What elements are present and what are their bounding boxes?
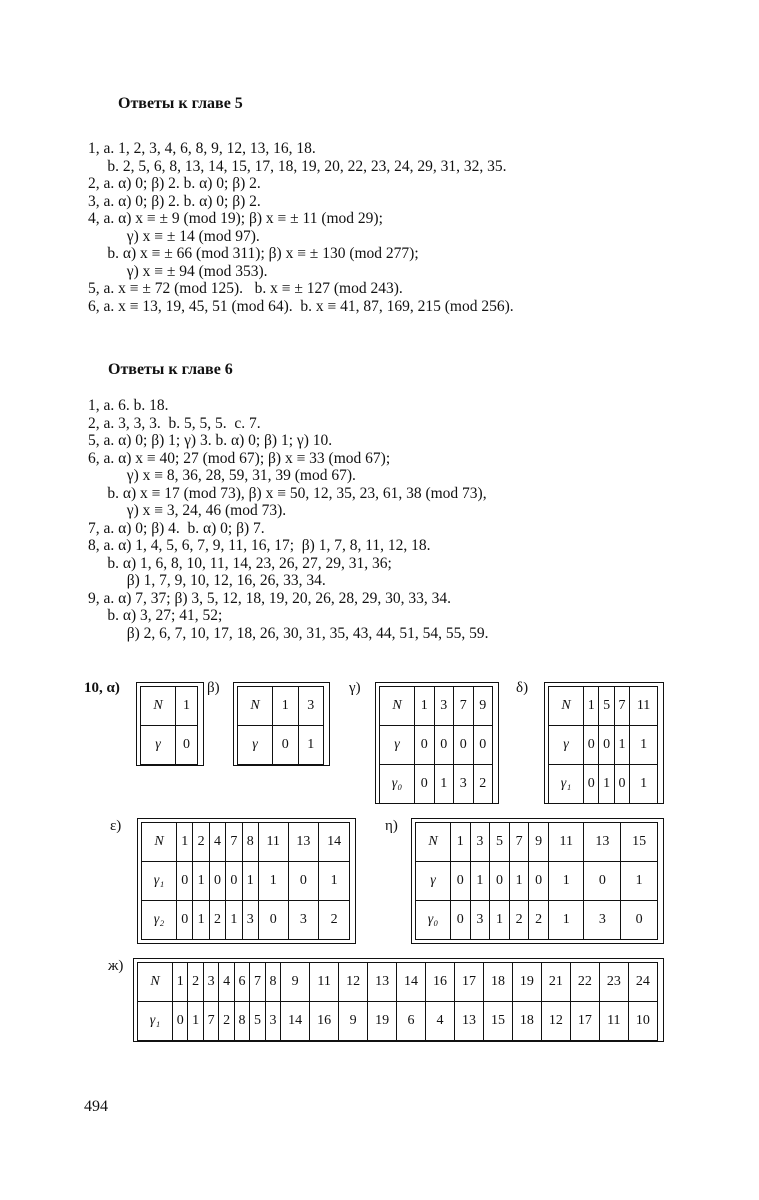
table-eta xyxy=(415,822,658,940)
table-cell: 6 xyxy=(397,1002,426,1041)
table-cell: 0 xyxy=(273,726,299,765)
table-cell: 2 xyxy=(193,823,209,862)
table-cell: 12 xyxy=(339,963,368,1002)
table-cell: 21 xyxy=(541,963,570,1002)
row-header-cell: N xyxy=(141,687,176,726)
table-cell: 1 xyxy=(176,687,198,726)
page-number: 494 xyxy=(84,1098,108,1115)
row-header-cell: γ xyxy=(238,726,273,765)
table-alpha xyxy=(140,686,198,765)
answer-line: 1, a. 6. b. 18. xyxy=(88,397,169,414)
table-cell: 1 xyxy=(319,862,350,901)
row-header-cell: γ₁ xyxy=(549,765,584,804)
table-cell: 0 xyxy=(584,862,621,901)
table-cell: 5 xyxy=(599,687,614,726)
table-epsilon xyxy=(141,822,350,940)
label-delta: δ) xyxy=(516,680,529,696)
answer-line: 8, a. α) 1, 4, 5, 6, 7, 9, 11, 16, 17; β) 1, 7, 8, 11, 12, 18. xyxy=(88,537,431,554)
table-cell: 2 xyxy=(219,1002,234,1041)
table-cell: 0 xyxy=(490,862,510,901)
row-header-cell: γ₀ xyxy=(380,765,415,804)
table-cell: 8 xyxy=(242,823,258,862)
table-cell: 0 xyxy=(209,862,225,901)
table-cell: 0 xyxy=(177,862,193,901)
table-cell: 2 xyxy=(529,901,549,940)
table-cell: 4 xyxy=(219,963,234,1002)
table-cell: 1 xyxy=(548,862,583,901)
table-cell: 1 xyxy=(630,765,658,804)
table-cell: 1 xyxy=(630,726,658,765)
answer-line: 2, a. α) 0; β) 2. b. α) 0; β) 2. xyxy=(88,175,261,192)
answer-line: γ) x ≡ 8, 36, 28, 59, 31, 39 (mod 67). xyxy=(88,467,356,484)
label-zhe: ж) xyxy=(108,958,124,974)
table-cell: 13 xyxy=(454,1002,483,1041)
table-cell: 0 xyxy=(176,726,198,765)
table-cell: 1 xyxy=(621,862,658,901)
answer-line: 4, a. α) x ≡ ± 9 (mod 19); β) x ≡ ± 11 (mod 29); xyxy=(88,210,383,227)
table-cell: 0 xyxy=(614,765,629,804)
answer-line: 6, a. x ≡ 13, 19, 45, 51 (mod 64). b. x ≡ 41, 87, 169, 215 (mod 256). xyxy=(88,297,514,315)
answer-line: γ) x ≡ ± 14 (mod 97). xyxy=(88,227,260,245)
table-cell: 0 xyxy=(288,862,319,901)
label-eta: η) xyxy=(385,818,398,834)
table-cell: 1 xyxy=(258,862,288,901)
table-cell: 0 xyxy=(415,726,435,765)
table-cell: 1 xyxy=(490,901,510,940)
table-cell: 24 xyxy=(628,963,657,1002)
table-cell: 1 xyxy=(548,901,583,940)
table-cell: 16 xyxy=(426,963,455,1002)
table-cell: 0 xyxy=(415,765,435,804)
table-cell: 11 xyxy=(630,687,658,726)
table-cell: 1 xyxy=(509,862,529,901)
table-cell: 3 xyxy=(470,901,490,940)
answer-line: γ) x ≡ ± 94 (mod 353). xyxy=(88,262,268,280)
table-cell: 1 xyxy=(415,687,435,726)
table-cell: 1 xyxy=(470,862,490,901)
answer-line: 1, a. 1, 2, 3, 4, 6, 8, 9, 12, 13, 16, 18. xyxy=(88,140,316,157)
row-header-cell: N xyxy=(416,823,451,862)
table-cell: 9 xyxy=(281,963,310,1002)
table-cell: 14 xyxy=(319,823,350,862)
table-cell: 22 xyxy=(570,963,599,1002)
table-cell: 3 xyxy=(454,765,474,804)
table-cell: 3 xyxy=(265,1002,280,1041)
table-cell: 5 xyxy=(250,1002,265,1041)
table-cell: 10 xyxy=(628,1002,657,1041)
table-cell: 1 xyxy=(193,862,209,901)
answer-line: 6, a. α) x ≡ 40; 27 (mod 67); β) x ≡ 33 (mod 67); xyxy=(88,449,391,467)
table-cell: 2 xyxy=(188,963,203,1002)
row-header-cell: γ₁ xyxy=(138,1002,173,1041)
answer-line: β) 2, 6, 7, 10, 17, 18, 26, 30, 31, 35, 43, 44, 51, 54, 55, 59. xyxy=(88,624,489,642)
row-header-cell: γ₁ xyxy=(142,862,177,901)
table-cell: 5 xyxy=(490,823,510,862)
answer-line: 9, a. α) 7, 37; β) 3, 5, 12, 18, 19, 20, 26, 28, 29, 30, 33, 34. xyxy=(88,589,452,607)
table-cell: 1 xyxy=(584,687,599,726)
answer-line: 5, a. α) 0; β) 1; γ) 3. b. α) 0; β) 1; γ) 10. xyxy=(88,432,333,449)
table-cell: 8 xyxy=(265,963,280,1002)
table-beta xyxy=(237,686,324,765)
table-cell: 0 xyxy=(258,901,288,940)
label-beta: β) xyxy=(207,680,220,696)
table-cell: 7 xyxy=(203,1002,218,1041)
table-cell: 0 xyxy=(584,765,599,804)
table-cell: 11 xyxy=(258,823,288,862)
table-cell: 2 xyxy=(209,901,225,940)
label-10-alpha: 10, α) xyxy=(84,680,120,696)
chapter-6-heading: Ответы к главе 6 xyxy=(108,361,233,378)
table-cell: 17 xyxy=(570,1002,599,1041)
answer-line: 7, a. α) 0; β) 4. b. α) 0; β) 7. xyxy=(88,519,265,537)
answer-line: β) 1, 7, 9, 10, 12, 16, 26, 33, 34. xyxy=(88,572,326,589)
table-cell: 7 xyxy=(250,963,265,1002)
table-cell: 15 xyxy=(483,1002,512,1041)
table-cell: 13 xyxy=(368,963,397,1002)
table-cell: 3 xyxy=(434,687,454,726)
label-epsilon: ε) xyxy=(110,818,122,834)
table-cell: 14 xyxy=(397,963,426,1002)
table-cell: 0 xyxy=(451,862,471,901)
table-cell: 3 xyxy=(203,963,218,1002)
table-cell: 0 xyxy=(177,901,193,940)
table-cell: 7 xyxy=(226,823,242,862)
row-header-cell: N xyxy=(138,963,173,1002)
row-header-cell: γ xyxy=(141,726,176,765)
table-cell: 0 xyxy=(226,862,242,901)
table-cell: 1 xyxy=(188,1002,203,1041)
table-cell: 13 xyxy=(584,823,621,862)
answer-line: 5, a. x ≡ ± 72 (mod 125). b. x ≡ ± 127 (mod 243). xyxy=(88,280,403,297)
row-header-cell: γ xyxy=(416,862,451,901)
row-header-cell: N xyxy=(549,687,584,726)
table-cell: 3 xyxy=(288,901,319,940)
table-cell: 0 xyxy=(451,901,471,940)
table-cell: 7 xyxy=(454,687,474,726)
table-cell: 1 xyxy=(298,726,324,765)
table-cell: 12 xyxy=(541,1002,570,1041)
row-header-cell: N xyxy=(380,687,415,726)
table-gamma xyxy=(379,686,493,804)
table-cell: 1 xyxy=(193,901,209,940)
table-cell: 11 xyxy=(599,1002,628,1041)
table-cell: 3 xyxy=(584,901,621,940)
table-zhe xyxy=(137,962,658,1041)
table-cell: 9 xyxy=(529,823,549,862)
table-cell: 1 xyxy=(226,901,242,940)
row-header-cell: γ xyxy=(380,726,415,765)
table-cell: 4 xyxy=(209,823,225,862)
table-cell: 6 xyxy=(234,963,249,1002)
table-cell: 11 xyxy=(548,823,583,862)
table-cell: 13 xyxy=(288,823,319,862)
row-header-cell: γ xyxy=(549,726,584,765)
table-cell: 1 xyxy=(177,823,193,862)
row-header-cell: N xyxy=(142,823,177,862)
table-cell: 0 xyxy=(599,726,614,765)
answer-line: b. α) 3, 27; 41, 52; xyxy=(88,607,223,624)
table-cell: 0 xyxy=(434,726,454,765)
table-cell: 1 xyxy=(599,765,614,804)
table-delta xyxy=(548,686,658,804)
table-cell: 0 xyxy=(584,726,599,765)
answer-line: 2, a. 3, 3, 3. b. 5, 5, 5. c. 7. xyxy=(88,414,261,432)
row-header-cell: γ₀ xyxy=(416,901,451,940)
table-cell: 3 xyxy=(470,823,490,862)
table-cell: 9 xyxy=(339,1002,368,1041)
table-cell: 4 xyxy=(426,1002,455,1041)
table-cell: 3 xyxy=(298,687,324,726)
table-cell: 9 xyxy=(473,687,493,726)
answer-line: γ) x ≡ 3, 24, 46 (mod 73). xyxy=(88,502,287,519)
table-cell: 7 xyxy=(509,823,529,862)
answer-line: b. 2, 5, 6, 8, 13, 14, 15, 17, 18, 19, 20, 22, 23, 24, 29, 31, 32, 35. xyxy=(88,157,507,175)
answer-line: b. α) 1, 6, 8, 10, 11, 14, 23, 26, 27, 29, 31, 36; xyxy=(88,554,392,572)
table-cell: 0 xyxy=(529,862,549,901)
answer-line: 3, a. α) 0; β) 2. b. α) 0; β) 2. xyxy=(88,192,261,210)
table-cell: 1 xyxy=(273,687,299,726)
table-cell: 23 xyxy=(599,963,628,1002)
table-cell: 7 xyxy=(614,687,629,726)
answer-line: b. α) x ≡ ± 66 (mod 311); β) x ≡ ± 130 (mod 277); xyxy=(88,245,419,262)
table-cell: 2 xyxy=(319,901,350,940)
table-cell: 11 xyxy=(310,963,339,1002)
table-cell: 2 xyxy=(473,765,493,804)
table-cell: 18 xyxy=(512,1002,541,1041)
chapter-5-heading: Ответы к главе 5 xyxy=(118,95,243,112)
table-cell: 3 xyxy=(242,901,258,940)
table-cell: 1 xyxy=(614,726,629,765)
table-cell: 0 xyxy=(473,726,493,765)
row-header-cell: γ₂ xyxy=(142,901,177,940)
row-header-cell: N xyxy=(238,687,273,726)
label-gamma: γ) xyxy=(349,680,361,696)
table-cell: 2 xyxy=(509,901,529,940)
table-cell: 19 xyxy=(368,1002,397,1041)
table-cell: 1 xyxy=(451,823,471,862)
table-cell: 0 xyxy=(621,901,658,940)
answer-line: b. α) x ≡ 17 (mod 73), β) x ≡ 50, 12, 35, 23, 61, 38 (mod 73), xyxy=(88,484,487,502)
table-cell: 14 xyxy=(281,1002,310,1041)
table-cell: 17 xyxy=(454,963,483,1002)
table-cell: 1 xyxy=(242,862,258,901)
table-cell: 8 xyxy=(234,1002,249,1041)
table-cell: 0 xyxy=(173,1002,188,1041)
table-cell: 16 xyxy=(310,1002,339,1041)
table-cell: 0 xyxy=(454,726,474,765)
table-cell: 1 xyxy=(434,765,454,804)
table-cell: 15 xyxy=(621,823,658,862)
table-cell: 19 xyxy=(512,963,541,1002)
table-cell: 1 xyxy=(173,963,188,1002)
table-cell: 18 xyxy=(483,963,512,1002)
